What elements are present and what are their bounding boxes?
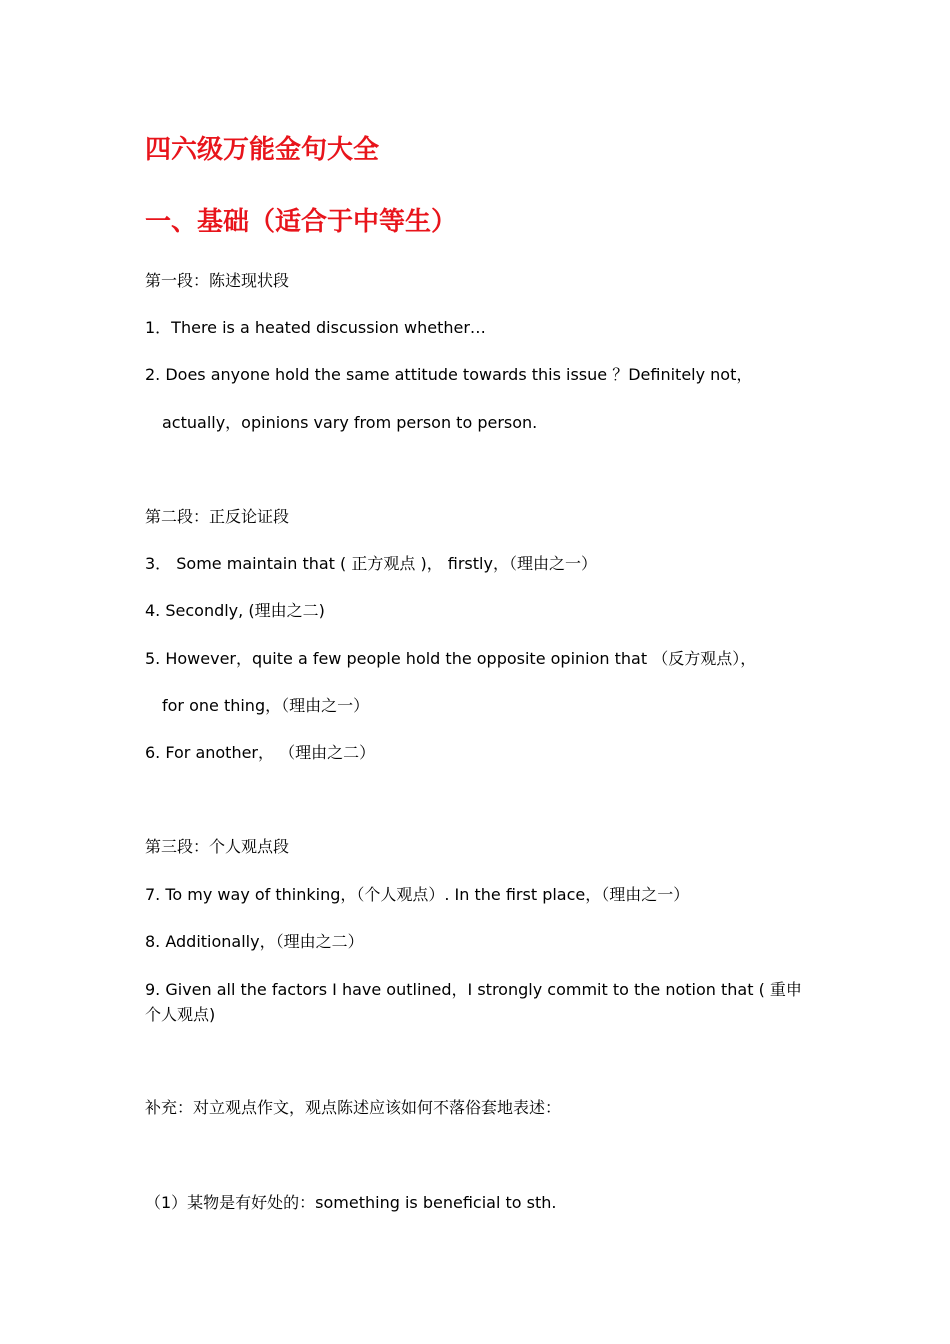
- list-item: 5. However，quite a few people hold the opposite opinion that （反方观点），: [145, 649, 757, 668]
- list-item: 1．There is a heated discussion whether…: [145, 318, 486, 337]
- list-item: 2. Does anyone hold the same attitude towards this issue ？Definitely not，: [145, 365, 753, 384]
- list-item: 6. For another， （理由之二）: [145, 743, 376, 762]
- list-item: 3． Some maintain that ( 正方观点 )， firstly，（理由之一）: [145, 554, 597, 573]
- supplement-label: 补充：对立观点作文，观点陈述应该如何不落俗套地表述：: [145, 1098, 562, 1117]
- paragraph-label-1: 第一段：陈述现状段: [145, 271, 290, 290]
- list-item: 9. Given all the factors I have outlined，I strongly commit to the notion that ( 重申个人观点): [145, 980, 802, 1024]
- list-item: 8. Additionally，（理由之二）: [145, 932, 364, 951]
- section-heading: 一、基础（适合于中等生）: [145, 207, 458, 237]
- list-item-continuation: actually，opinions vary from person to person.: [162, 413, 538, 432]
- list-item-continuation: for one thing，（理由之一）: [162, 696, 370, 715]
- document-title: 四六级万能金句大全: [145, 135, 380, 165]
- list-item: 4. Secondly, (理由之二): [145, 601, 325, 620]
- paragraph-label-2: 第二段：正反论证段: [145, 507, 290, 526]
- paragraph-label-3: 第三段：个人观点段: [145, 837, 290, 856]
- supplement-item: （1）某物是有好处的：something is beneficial to sth.: [145, 1193, 557, 1212]
- list-item: 7. To my way of thinking，（个人观点）. In the first place，（理由之一）: [145, 885, 690, 904]
